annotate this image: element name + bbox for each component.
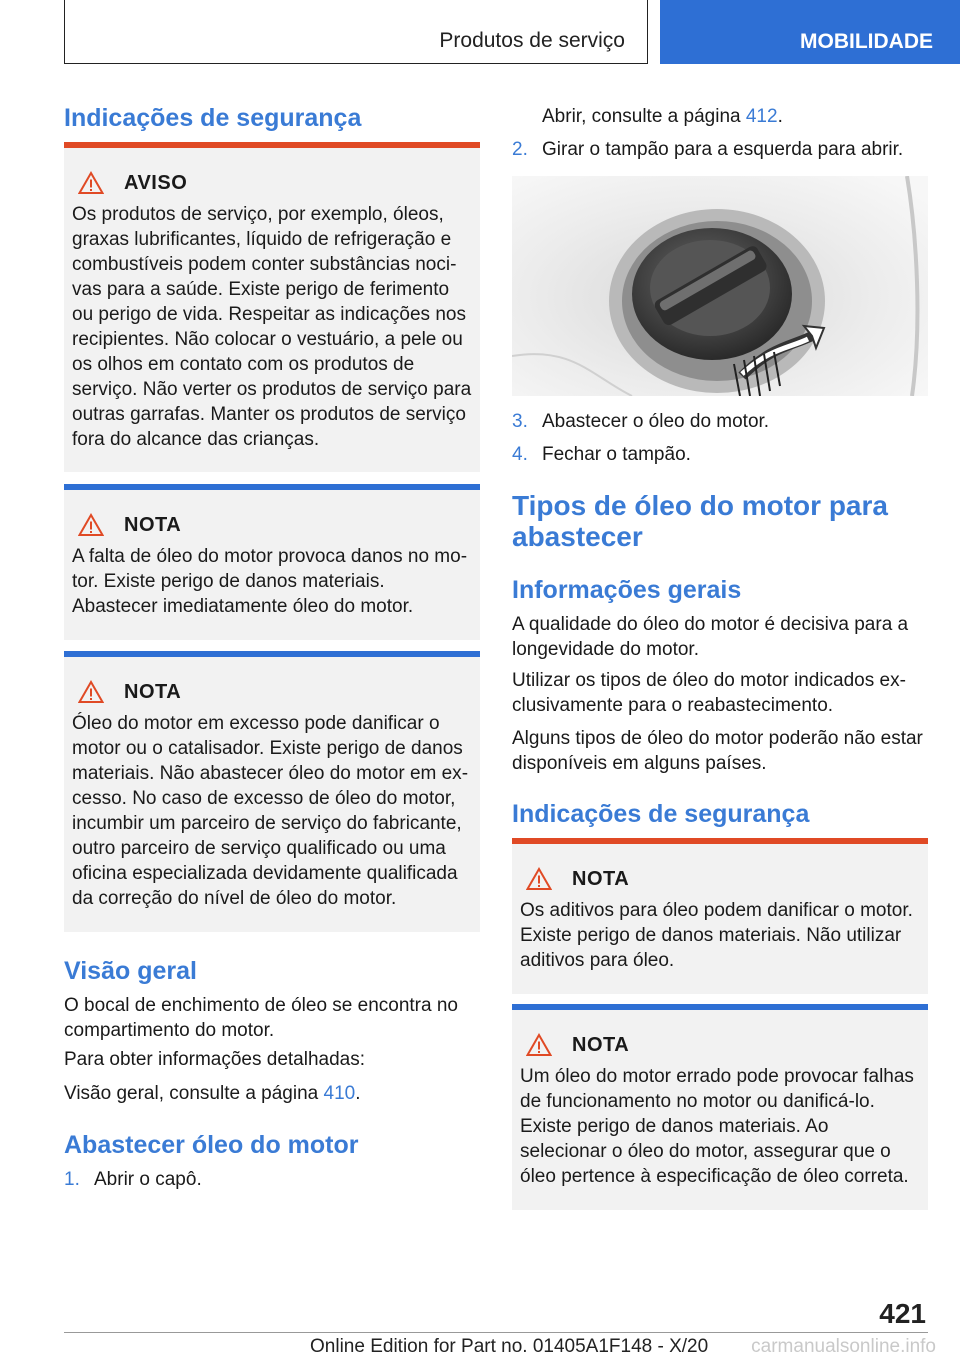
warning-triangle-icon — [78, 513, 104, 537]
watermark: carmanualsonline.info — [751, 1336, 936, 1357]
warning-triangle-icon — [526, 1033, 552, 1057]
header-section-title: Produtos de serviço — [439, 29, 625, 52]
step-number: 1. — [64, 1169, 80, 1190]
safety-heading: Indicações de segurança — [64, 104, 362, 132]
general-info-heading: Informações gerais — [512, 576, 742, 604]
warning-body: Os produtos de serviço, por exemplo, óleos, graxas lubrificantes, líquido de refrigeração e combustíveis podem conter substâncias nocivas para a saúde. Existe perigo de ferimento ou perigo de vida. Respeitar as indicações nos recipientes. Não colocar o vestuário, a pele ou os olhos em contato com os produtos de serviço. Não verter os produtos de serviço para outras garrafas. Manter os produtos de serviço fora do alcance das crianças. — [72, 204, 472, 450]
step-number: 4. — [512, 444, 528, 465]
page-number: 421 — [879, 1298, 926, 1329]
note-title: NOTA — [124, 513, 182, 536]
step-number: 3. — [512, 411, 528, 432]
warning-box-aviso — [64, 142, 480, 472]
details-text: Para obter informações detalhadas: — [64, 1049, 366, 1070]
note-title: NOTA — [572, 1033, 630, 1056]
note-body: A falta de óleo do motor provoca danos no motor. Existe perigo de danos materiais. Abastecer imediatamente óleo do motor. — [72, 546, 468, 617]
note-body: Um óleo do motor errado pode provocar falhas de funcionamento no motor ou danificá-lo. Existe perigo de danos materiais. Ao selecionar o óleo do motor, assegurar que o óleo pertence à especificação de óleo correta. — [520, 1066, 914, 1187]
note-title: NOTA — [124, 680, 182, 703]
warning-triangle-icon — [78, 171, 104, 195]
note-box-1 — [64, 484, 480, 640]
oil-cap-photo — [512, 176, 928, 396]
edition-note: Online Edition for Part no. 01405A1F148 - X/20 — [310, 1336, 709, 1357]
step-number: 2. — [512, 139, 528, 160]
note-box-4 — [512, 1004, 928, 1210]
warning-title: AVISO — [124, 171, 188, 194]
note-box-3 — [512, 838, 928, 994]
overview-reference: Visão geral, consulte a página 410. — [64, 1083, 361, 1104]
fill-oil-heading: Abastecer óleo do motor — [64, 1131, 359, 1159]
note-body: Óleo do motor em excesso pode danificar o motor ou o catalisador. Existe perigo de danos materiais. Não abastecer óleo do motor em excesso. No caso de excesso de óleo do motor, incumbir um parceiro de serviço do fabricante, outro parceiro de serviço qualificado ou uma oficina especializada devidamente qualificada da correção do nível de óleo do motor. — [72, 713, 469, 909]
warning-triangle-icon — [526, 867, 552, 891]
step-4 — [512, 442, 691, 467]
note-body: Os aditivos para óleo podem danificar o motor. Existe perigo de danos materiais. Não utilizar aditivos para óleo. — [520, 900, 913, 971]
warning-triangle-icon — [78, 680, 104, 704]
header-frame — [64, 0, 648, 64]
general-paragraph-1: A qualidade do óleo do motor é decisiva para a longevidade do motor. — [512, 614, 909, 660]
overview-text: O bocal de enchimento de óleo se encontra no compartimento do motor. — [64, 995, 458, 1041]
page-link-410[interactable]: 410 — [323, 1083, 356, 1104]
step-text: Abrir o capô. — [94, 1169, 202, 1190]
note-title: NOTA — [572, 867, 630, 890]
step-1-continuation: Abrir, consulte a página 412. — [542, 106, 783, 127]
step-text: Abastecer o óleo do motor. — [542, 411, 770, 432]
footer-rule — [64, 1332, 928, 1333]
overview-heading: Visão geral — [64, 957, 197, 985]
step-1 — [64, 1167, 202, 1192]
step-text: Fechar o tampão. — [542, 444, 691, 465]
oil-types-heading: Tipos de óleo do motor para abastecer — [512, 490, 888, 552]
step-text: Girar o tampão para a esquerda para abrir. — [542, 139, 904, 160]
page-link-412[interactable]: 412 — [745, 106, 778, 127]
step-2 — [512, 137, 903, 162]
general-paragraph-3: Alguns tipos de óleo do motor poderão não estar disponíveis em alguns países. — [512, 728, 923, 774]
safety-heading-right: Indicações de segurança — [512, 800, 810, 828]
step-3 — [512, 409, 769, 434]
header-tab-mobility: MOBILIDADE — [660, 0, 960, 64]
general-paragraph-2: Utilizar os tipos de óleo do motor indicados exclusivamente para o reabastecimento. — [512, 670, 906, 716]
note-box-2 — [64, 651, 480, 932]
